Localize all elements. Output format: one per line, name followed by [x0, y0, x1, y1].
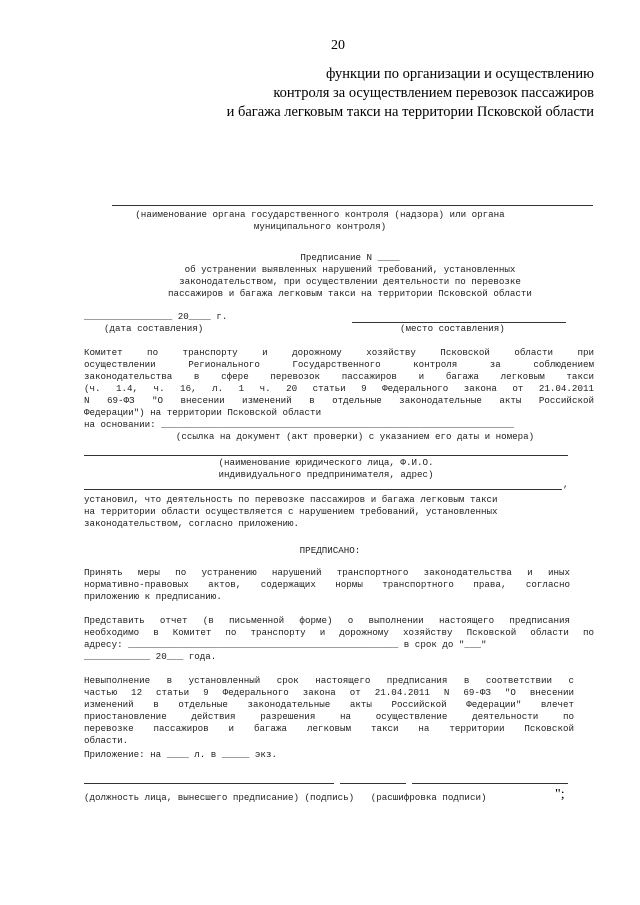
prescribed-heading: ПРЕДПИСАНО: [299, 545, 361, 556]
attachment-line: Приложение: на ____ л. в _____ экз. [84, 749, 277, 760]
place-caption: (место составления) [400, 323, 505, 334]
entity-comma: , [563, 479, 569, 490]
basis-caption: (ссылка на документ (акт проверки) с указанием его даты и номера) [175, 431, 535, 442]
date-caption: (дата составления) [104, 323, 204, 334]
established-line-3: законодательством, согласно приложению. [84, 518, 300, 529]
intro-line-5: N 69-ФЗ "О внесении изменений в отдельные законодательные акты Российской [84, 395, 594, 406]
entity-address-line [84, 489, 562, 490]
signature-end-mark: "; [555, 787, 565, 802]
header-line-2: контроля за осуществлением перевозок пассажиров [273, 85, 594, 101]
failure-line-2: частью 12 статьи 9 Федерального закона от 21.04.2011 N 69-ФЗ "О внесении [84, 687, 574, 698]
intro-line-3: законодательства в сфере перевозок пассажиров и багажа легковым такси [84, 371, 594, 382]
intro-line-1: Комитет по транспорту и дорожному хозяйству Псковской области при [84, 347, 594, 358]
title-line-4: пассажиров и багажа легковым такси на территории Псковской области [168, 288, 532, 299]
measures-line-2: нормативно-правовых актов, содержащих нормы транспортного права, согласно [84, 579, 570, 590]
entity-name-line [84, 455, 568, 456]
intro-line-4: (ч. 1.4, ч. 16, л. 1 ч. 20 статьи 9 Федерального закона от 21.04.2011 [84, 383, 594, 394]
report-line-2: необходимо в Комитет по транспорту и дорожному хозяйству Псковской области по [84, 627, 594, 638]
report-line-1: Представить отчет (в письменной форме) о выполнении настоящего предписания [84, 615, 570, 626]
intro-line-2: осуществлении Регионального Государственного контроля за соблюдением [84, 359, 594, 370]
title-line-3: законодательством, при осуществлении деятельности по перевозке [179, 276, 521, 287]
established-line-1: установил, что деятельность по перевозке пассажиров и багажа легковым такси [84, 494, 498, 505]
report-line-3: адресу: _________________________________________________ в срок до "___" [84, 639, 487, 650]
date-line: ________________ 20____ г. [84, 311, 228, 322]
intro-line-7: на основании: ________________________________________________________________ [84, 419, 515, 430]
entity-caption-line-1: (наименование юридического лица, Ф.И.О. [218, 457, 434, 468]
signature-name-line [412, 783, 568, 784]
entity-caption-line-2: индивидуального предпринимателя, адрес) [218, 469, 434, 480]
report-line-4: ____________ 20___ года. [84, 651, 217, 662]
failure-line-3: изменений в отдельные законодательные акты Российской Федерации" влечет [84, 699, 574, 710]
failure-line-4: приостановление действия разрешения на осуществление деятельности по [84, 711, 574, 722]
measures-line-1: Принять меры по устранению нарушений транспортного законодательства и иных [84, 567, 570, 578]
measures-line-3: приложению к предписанию. [84, 591, 222, 602]
signature-sign-line [340, 783, 406, 784]
established-line-2: на территории области осуществляется с нарушением требований, установленных [84, 506, 498, 517]
authority-name-line [112, 205, 593, 206]
title-line-2: об устранении выявленных нарушений требований, установленных [184, 264, 516, 275]
failure-line-5: перевозке пассажиров и багажа легковым такси на территории Псковской [84, 723, 574, 734]
page-number: 20 [331, 38, 345, 53]
intro-line-6: Федерации") на территории Псковской области [84, 407, 322, 418]
failure-line-6: области. [84, 735, 129, 746]
signature-position-line [84, 783, 334, 784]
header-line-1: функции по организации и осуществлению [325, 66, 594, 82]
authority-caption-line-2: муниципального контроля) [253, 221, 387, 232]
signature-caption: (должность лица, вынесшего предписание) (подпись) (расшифровка подписи) [84, 792, 487, 803]
title-line-1: Предписание N ____ [300, 252, 400, 263]
failure-line-1: Невыполнение в установленный срок настоящего предписания в соответствии с [84, 675, 574, 686]
header-line-3: и багажа легковым такси на территории Псковской области [226, 104, 594, 120]
authority-caption-line-1: (наименование органа государственного контроля (надзора) или органа [135, 209, 505, 220]
